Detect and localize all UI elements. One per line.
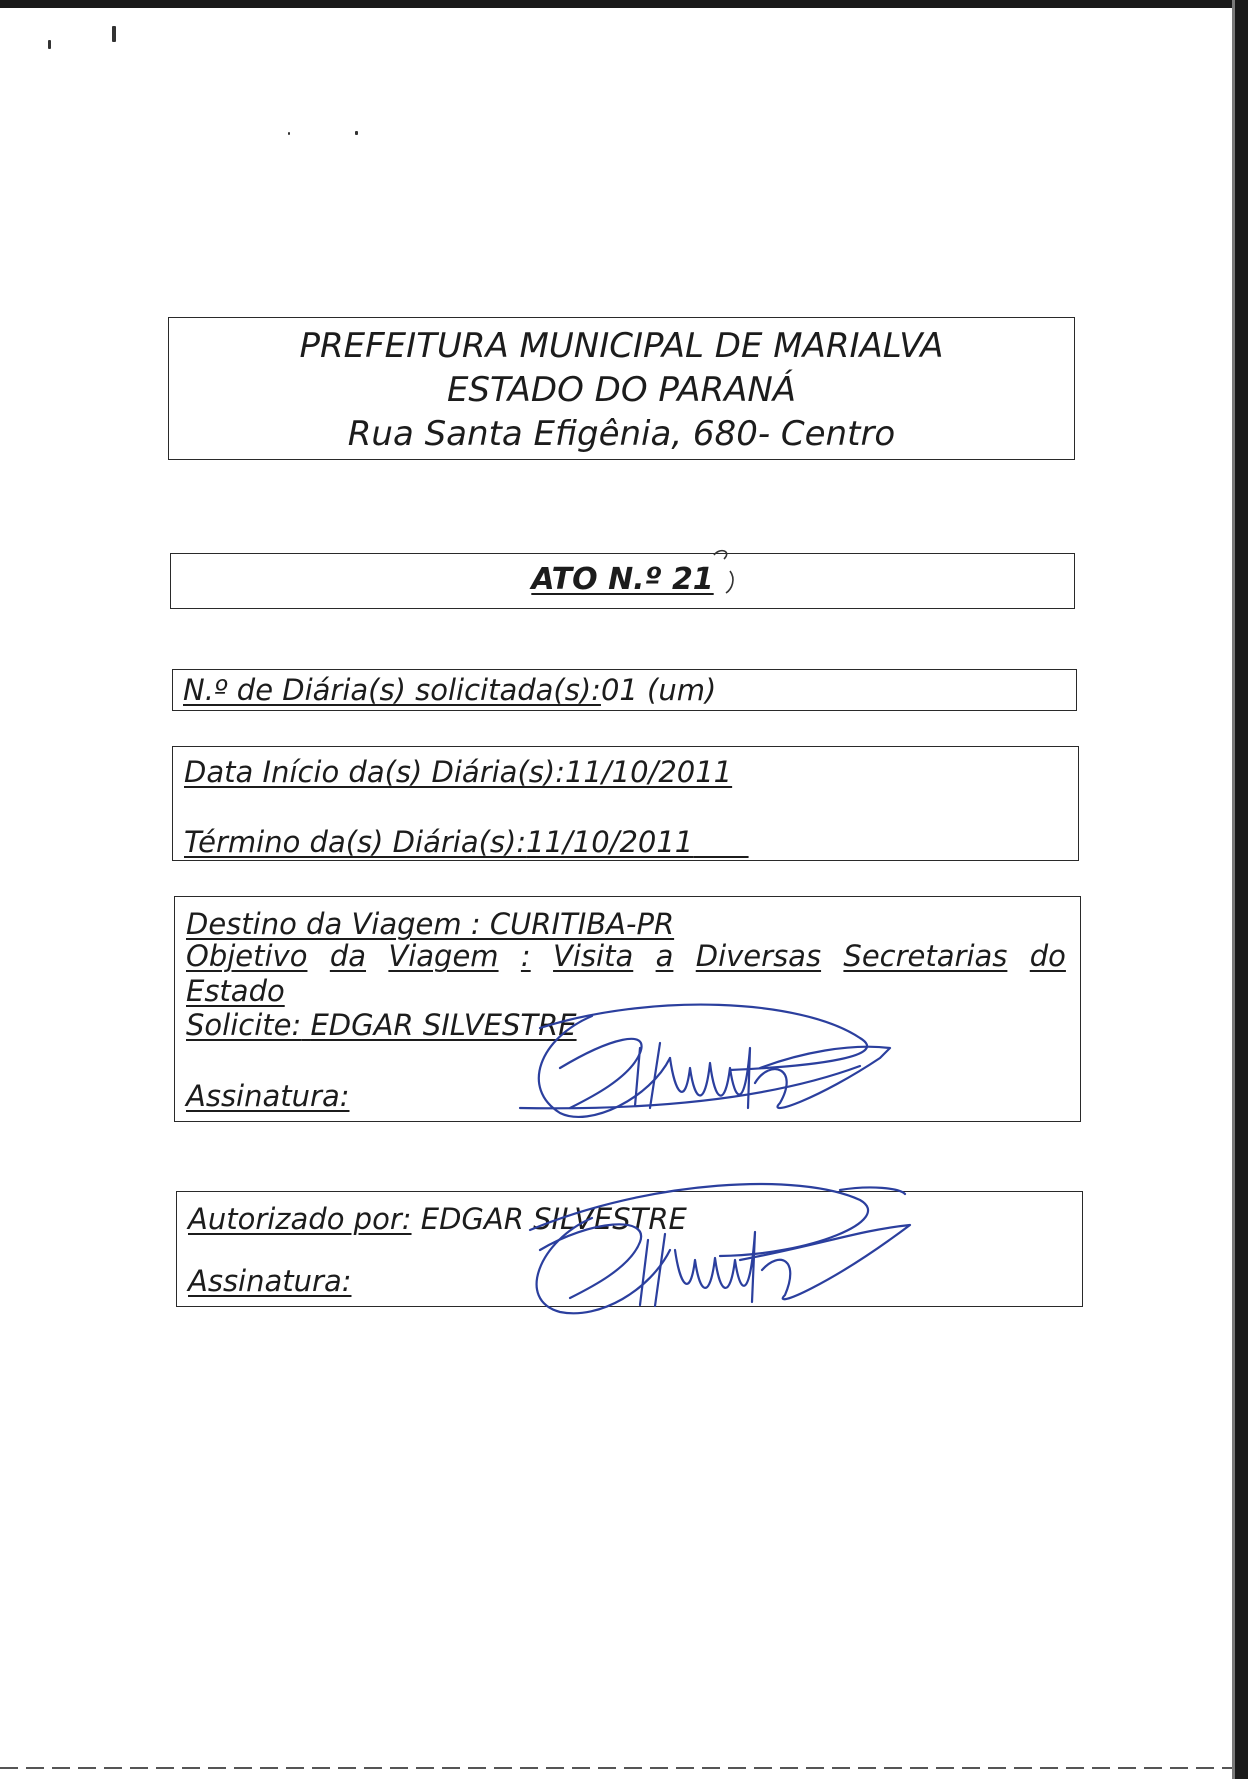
objetivo-word: Viagem — [388, 939, 499, 973]
dates-box — [172, 746, 1079, 861]
assinatura-label: Assinatura: — [188, 1264, 352, 1298]
data-inicio: Data Início da(s) Diária(s):11/10/2011 — [184, 755, 733, 789]
autorizado-name: EDGAR SILVESTRE — [420, 1202, 687, 1236]
scan-speck — [112, 26, 116, 42]
assinatura-label: Assinatura: — [186, 1079, 350, 1113]
scan-edge-shadow — [1232, 0, 1235, 1779]
autorizado-label: Autorizado por: — [188, 1202, 412, 1236]
diarias-label: N.º de Diária(s) solicitada(s): — [183, 673, 601, 707]
handwritten-number-mark — [700, 545, 740, 595]
diarias-box — [172, 669, 1077, 711]
scan-speck — [355, 131, 358, 135]
solicite-label: Solicite: — [186, 1008, 302, 1042]
header-box — [168, 317, 1075, 460]
solicite-name: EDGAR SILVESTRE — [310, 1008, 577, 1042]
data-termino: Término da(s) Diária(s):11/10/2011 — [184, 825, 694, 859]
destino: Destino da Viagem : CURITIBA-PR — [186, 907, 675, 941]
municipality-name: PREFEITURA MUNICIPAL DE MARIALVA — [299, 326, 944, 366]
scan-speck — [48, 40, 51, 49]
objetivo-word: a — [655, 939, 674, 973]
objetivo-continuation: Estado — [186, 974, 285, 1008]
signature — [500, 1170, 920, 1320]
signature — [500, 998, 910, 1128]
state-name: ESTADO DO PARANÁ — [446, 370, 797, 410]
objetivo-word: Diversas — [695, 939, 822, 973]
ato-box — [170, 553, 1075, 609]
diarias-field — [183, 673, 716, 707]
objetivo-word: do — [1029, 939, 1066, 973]
objetivo-word: Visita — [553, 939, 634, 973]
objetivo — [186, 939, 1066, 973]
objetivo-word: Secretarias — [843, 939, 1008, 973]
scan-speck — [288, 132, 290, 135]
address: Rua Santa Efigênia, 680- Centro — [347, 414, 896, 454]
objetivo-word: da — [329, 939, 367, 973]
diarias-value: 01 (um) — [600, 673, 717, 707]
ato-title: ATO N.º 21 — [531, 562, 714, 597]
scan-edge-top — [0, 0, 1248, 8]
objetivo-word: : — [520, 939, 531, 973]
scan-edge-bottom — [0, 1767, 1232, 1769]
objetivo-word: Objetivo — [186, 939, 308, 973]
scan-edge-right — [1235, 0, 1248, 1779]
